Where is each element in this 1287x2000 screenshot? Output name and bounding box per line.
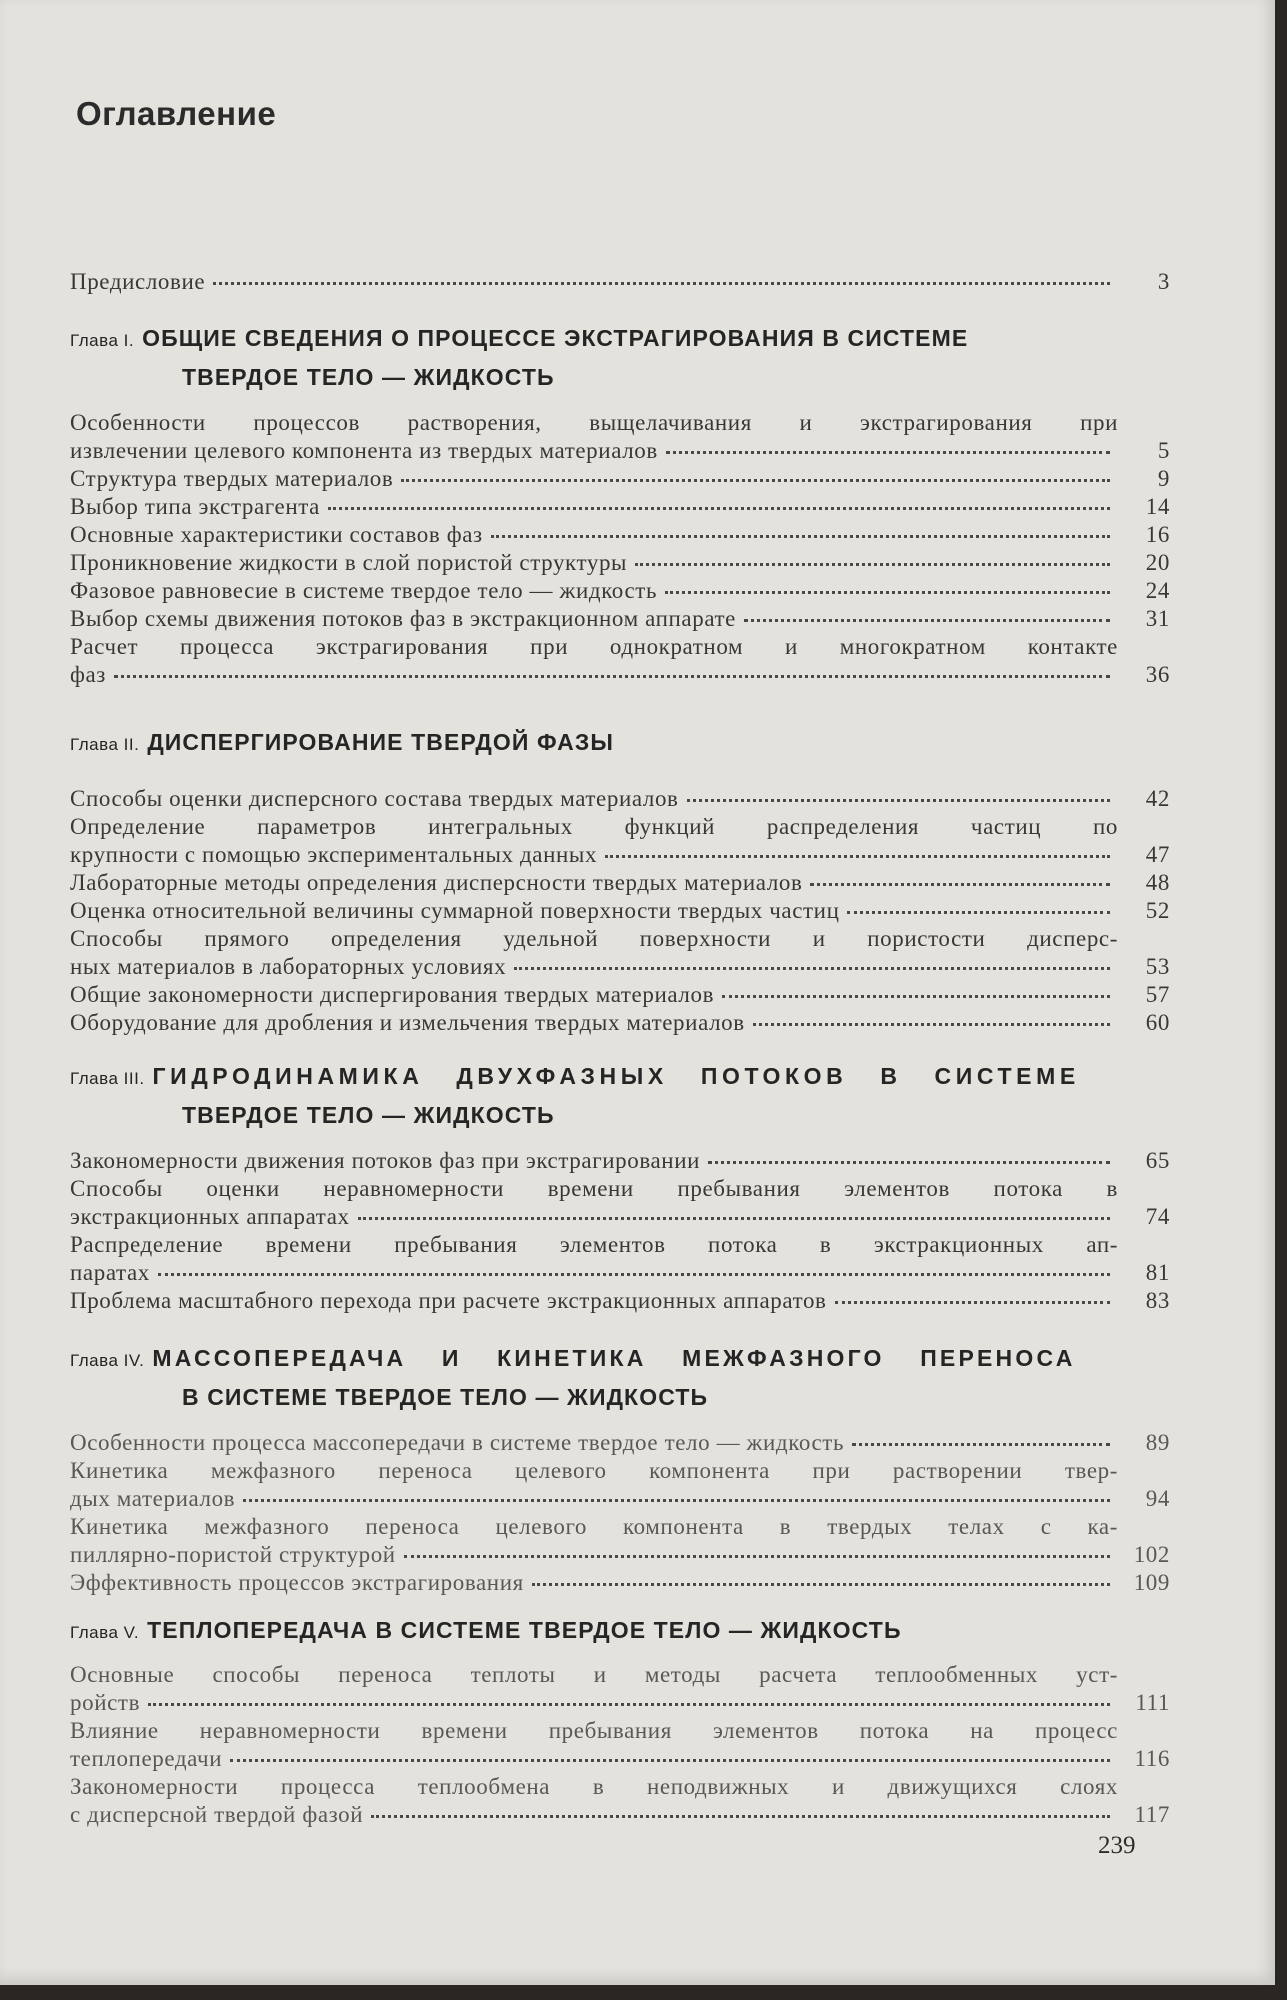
entry-line1: Закономерности процесса теплообмена в неподвижных и движущихся слоях [70, 1774, 1118, 1799]
leader-dots [810, 883, 1110, 886]
toc-entry [70, 549, 1170, 577]
entry-text: Проникновение жидкости в слой пористой структуры [70, 550, 628, 575]
entry-page: 83 [1145, 1288, 1170, 1313]
entry-text: Выбор схемы движения потоков фаз в экстракционном аппарате [70, 606, 736, 631]
page-title: Оглавление [76, 95, 277, 132]
entry-text: Фазовое равновесие в системе твердое тело — жидкость [70, 578, 658, 603]
chapter-2 [70, 724, 1170, 1037]
chapter-title-line2: В СИСТЕМЕ ТВЕРДОЕ ТЕЛО — ЖИДКОСТЬ [182, 1384, 709, 1410]
entry-page: 16 [1145, 522, 1170, 547]
entry-line1: Особенности процессов растворения, выщелачивания и экстрагирования при [70, 410, 1118, 435]
entry-page: 117 [1134, 1802, 1170, 1827]
entry-text: ройств [70, 1690, 141, 1715]
toc-entry [70, 1689, 1170, 1717]
page-edge-shadow [1275, 0, 1287, 2000]
leader-dots [230, 1759, 1110, 1762]
toc-entry [70, 1147, 1170, 1175]
entry-page: 24 [1145, 578, 1170, 603]
toc-entry [70, 521, 1170, 549]
entry-text: дых материалов [70, 1486, 236, 1511]
entry-page: 42 [1145, 786, 1170, 811]
entry-text: экстракционных аппаратах [70, 1204, 350, 1229]
toc-entry [70, 437, 1170, 465]
entry-line1: Определение параметров интегральных функций распределения частиц по [70, 814, 1118, 839]
toc-entry [70, 661, 1170, 689]
toc-entry [70, 897, 1170, 925]
toc-entry [70, 493, 1170, 521]
toc-entry [70, 1541, 1170, 1569]
chapter-title: ТЕПЛОПЕРЕДАЧА В СИСТЕМЕ ТВЕРДОЕ ТЕЛО — ЖИДКОСТЬ [147, 1617, 902, 1643]
entry-line1: Способы оценки неравномерности времени пребывания элементов потока в [70, 1176, 1118, 1201]
chapter-title: МАССОПЕРЕДАЧА И КИНЕТИКА МЕЖФАЗНОГО ПЕРЕНОСА [152, 1345, 1076, 1371]
entry-page: 60 [1145, 1010, 1170, 1035]
leader-dots [158, 1273, 1110, 1276]
leader-dots [852, 1443, 1110, 1446]
leader-dots [404, 1555, 1110, 1558]
leader-dots [665, 591, 1110, 594]
toc-entry [70, 1287, 1170, 1315]
entry-page: 81 [1145, 1260, 1170, 1285]
leader-dots [514, 967, 1110, 970]
entry-page: 57 [1145, 982, 1170, 1007]
leader-dots [605, 855, 1110, 858]
entry-text: Оценка относительной величины суммарной поверхности твердых частиц [70, 898, 840, 923]
toc-entry [70, 1745, 1170, 1773]
leader-dots [708, 1161, 1110, 1164]
entry-page: 3 [1157, 269, 1170, 294]
leader-dots [491, 535, 1110, 538]
entry-text: Выбор типа экстрагента [70, 494, 320, 519]
entry-page: 116 [1134, 1746, 1170, 1771]
toc-entry [70, 981, 1170, 1009]
leader-dots [358, 1217, 1110, 1220]
entry-text: ных материалов в лабораторных условиях [70, 954, 507, 979]
entry-text: с дисперсной твердой фазой [70, 1802, 364, 1827]
entry-line1: Влияние неравномерности времени пребывания элементов потока на процесс [70, 1718, 1118, 1743]
entry-page: 31 [1145, 606, 1170, 631]
leader-dots [328, 507, 1110, 510]
toc-entry [70, 1259, 1170, 1287]
entry-text: Лабораторные методы определения дисперсности твердых материалов [70, 870, 803, 895]
preface-entry [70, 268, 1170, 296]
chapter-title: ГИДРОДИНАМИКА ДВУХФАЗНЫХ ПОТОКОВ В СИСТЕМЕ [152, 1063, 1080, 1089]
page-edge-shadow-bottom [0, 1985, 1287, 2000]
entry-page: 111 [1135, 1690, 1170, 1715]
leader-dots [666, 451, 1110, 454]
entry-page: 36 [1145, 662, 1170, 687]
entry-line1: Кинетика межфазного переноса целевого компонента при растворении твер- [70, 1458, 1118, 1483]
entry-line1: Расчет процесса экстрагирования при однократном и многократном контакте [70, 634, 1118, 659]
toc-entry [70, 953, 1170, 981]
toc-entry [70, 465, 1170, 493]
entry-text: Основные характеристики составов фаз [70, 522, 483, 547]
leader-dots [401, 479, 1110, 482]
leader-dots [213, 282, 1110, 285]
toc-entry [70, 869, 1170, 897]
leader-dots [847, 911, 1110, 914]
entry-page: 48 [1145, 870, 1170, 895]
entry-line1: Кинетика межфазного переноса целевого компонента в твердых телах с ка- [70, 1514, 1118, 1539]
chapter-title-line2: ТВЕРДОЕ ТЕЛО — ЖИДКОСТЬ [182, 364, 555, 390]
entry-text: Особенности процесса массопередачи в системе твердое тело — жидкость [70, 1430, 845, 1455]
entry-line1: Основные способы переноса теплоты и методы расчета теплообменных уст- [70, 1662, 1118, 1687]
entry-text: фаз [70, 662, 106, 687]
toc-entry [70, 785, 1170, 813]
entry-text: Закономерности движения потоков фаз при экстрагировании [70, 1148, 701, 1173]
entry-page: 53 [1145, 954, 1170, 979]
entry-page: 109 [1133, 1570, 1170, 1595]
entry-page: 14 [1145, 494, 1170, 519]
entry-text: паратах [70, 1260, 150, 1285]
leader-dots [243, 1499, 1110, 1502]
leader-dots [744, 619, 1110, 622]
leader-dots [687, 799, 1110, 802]
chapter-label: Глава V. [70, 1623, 140, 1642]
toc-entry [70, 1801, 1170, 1829]
leader-dots [753, 1023, 1110, 1026]
entry-page: 102 [1133, 1542, 1170, 1567]
entry-line1: Способы прямого определения удельной поверхности и пористости дисперс- [70, 926, 1118, 951]
leader-dots [635, 563, 1110, 566]
chapter-label: Глава III. [70, 1069, 145, 1088]
leader-dots [371, 1815, 1110, 1818]
chapter-label: Глава IV. [70, 1351, 145, 1370]
chapter-heading [70, 1340, 1170, 1415]
chapter-3 [70, 1058, 1170, 1315]
leader-dots [532, 1583, 1110, 1586]
toc-entry [70, 841, 1170, 869]
leader-dots [148, 1703, 1110, 1706]
chapter-title-line2: ТВЕРДОЕ ТЕЛО — ЖИДКОСТЬ [182, 1102, 555, 1128]
chapter-heading [70, 724, 1170, 763]
chapter-title: ДИСПЕРГИРОВАНИЕ ТВЕРДОЙ ФАЗЫ [147, 729, 614, 755]
entry-text: Предисловие [70, 269, 206, 294]
chapter-heading [70, 320, 1170, 395]
entry-page: 47 [1145, 842, 1170, 867]
chapter-heading [70, 1058, 1170, 1133]
entry-page: 52 [1145, 898, 1170, 923]
chapter-label: Глава I. [70, 331, 135, 350]
entry-page: 9 [1157, 466, 1170, 491]
entry-text: Структура твердых материалов [70, 466, 394, 491]
entry-text: Эффективность процессов экстрагирования [70, 1570, 524, 1595]
toc-entry [70, 605, 1170, 633]
entry-text: извлечении целевого компонента из твердых материалов [70, 438, 658, 463]
entry-page: 89 [1145, 1430, 1170, 1455]
toc-entry [70, 1009, 1170, 1037]
toc-entry [70, 577, 1170, 605]
entry-text: Общие закономерности диспергирования твердых материалов [70, 982, 715, 1007]
entry-page: 94 [1145, 1486, 1170, 1511]
entry-line1: Распределение времени пребывания элементов потока в экстракционных ап- [70, 1232, 1118, 1257]
page-number: 239 [1098, 1832, 1136, 1859]
toc-entry [70, 1203, 1170, 1231]
entry-page: 74 [1145, 1204, 1170, 1229]
leader-dots [722, 995, 1110, 998]
chapter-label: Глава II. [70, 735, 140, 754]
chapter-title: ОБЩИЕ СВЕДЕНИЯ О ПРОЦЕССЕ ЭКСТРАГИРОВАНИЯ В СИСТЕМЕ [142, 325, 969, 351]
entry-text: теплопередачи [70, 1746, 223, 1771]
entry-text: крупности с помощью экспериментальных данных [70, 842, 598, 867]
entry-text: пиллярно-пористой структурой [70, 1542, 396, 1567]
chapter-5 [70, 1612, 1170, 1829]
entry-text: Способы оценки дисперсного состава твердых материалов [70, 786, 679, 811]
chapter-heading [70, 1612, 1170, 1651]
leader-dots [114, 675, 1110, 678]
leader-dots [835, 1301, 1110, 1304]
entry-text: Проблема масштабного перехода при расчете экстракционных аппаратов [70, 1288, 827, 1313]
chapter-4 [70, 1340, 1170, 1597]
toc-entry [70, 1569, 1170, 1597]
toc-entry [70, 1485, 1170, 1513]
entry-text: Оборудование для дробления и измельчения твердых материалов [70, 1010, 745, 1035]
entry-page: 20 [1145, 550, 1170, 575]
chapter-1 [70, 320, 1170, 689]
toc-entry [70, 1429, 1170, 1457]
entry-page: 5 [1157, 438, 1170, 463]
entry-page: 65 [1145, 1148, 1170, 1173]
